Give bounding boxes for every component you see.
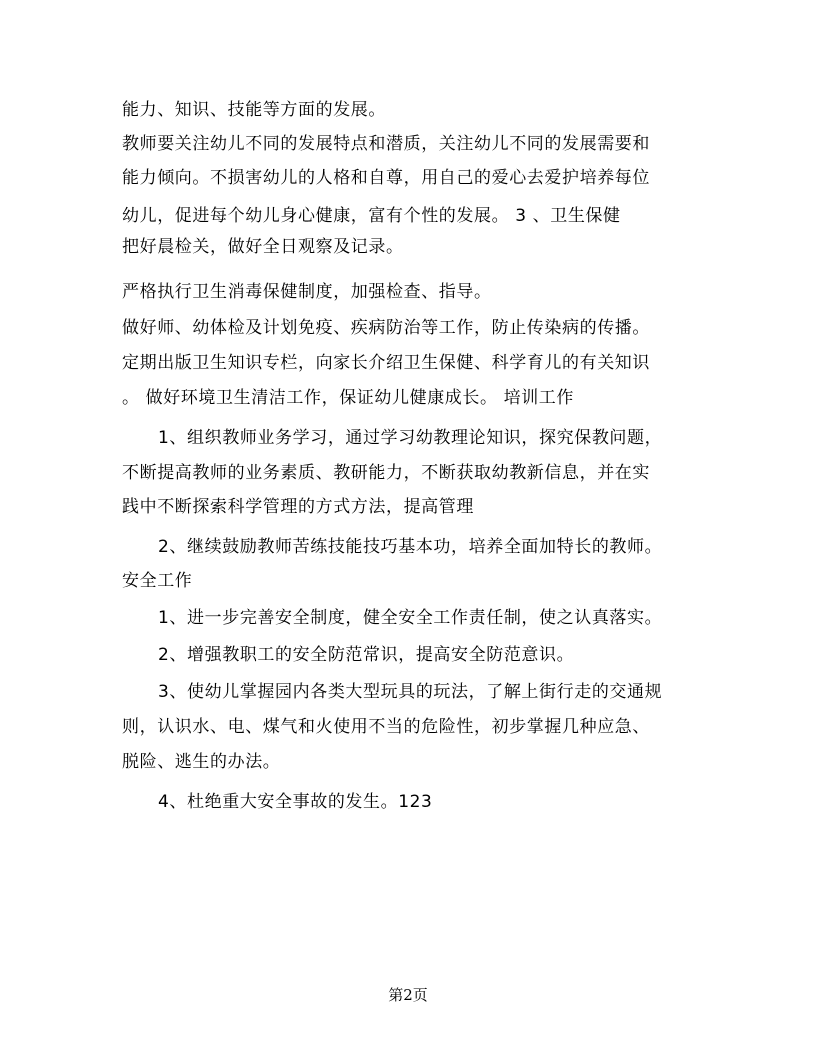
text-line: 能力倾向。不损害幼儿的人格和自尊，用自己的爱心去爱护培养每位	[122, 168, 650, 188]
text-line: 定期出版卫生知识专栏，向家长介绍卫生保健、科学育儿的有关知识	[122, 353, 650, 373]
text-line: 脱险、逃生的办法。	[122, 752, 281, 772]
text-line: 1、组织教师业务学习，通过学习幼教理论知识，探究保教问题，	[158, 428, 663, 448]
text-line: 做好师、幼体检及计划免疫、疾病防治等工作，防止传染病的传播。	[122, 318, 650, 338]
text-line: 幼儿，促进每个幼儿身心健康，富有个性的发展。 3 、卫生保健	[122, 206, 621, 226]
text-line: 教师要关注幼儿不同的发展特点和潜质，关注幼儿不同的发展需要和	[122, 134, 650, 154]
text-line: 把好晨检关，做好全日观察及记录。	[122, 237, 404, 257]
text-line: 1、进一步完善安全制度，健全安全工作责任制，使之认真落实。	[158, 608, 663, 628]
text-line: 不断提高教师的业务素质、教研能力，不断获取幼教新信息，并在实	[122, 463, 650, 483]
text-line: 能力、知识、技能等方面的发展。	[122, 100, 386, 120]
text-line: 2、增强教职工的安全防范常识，提高安全防范意识。	[158, 645, 575, 665]
text-line: 2、继续鼓励教师苦练技能技巧基本功，培养全面加特长的教师。	[158, 537, 663, 557]
text-line: 安全工作	[122, 571, 193, 591]
text-line: 。 做好环境卫生清洁工作，保证幼儿健康成长。 培训工作	[122, 388, 575, 408]
text-line: 践中不断探索科学管理的方式方法，提高管理	[122, 497, 474, 517]
text-line: 4、杜绝重大安全事故的发生。123	[158, 792, 433, 812]
text-line: 3、使幼儿掌握园内各类大型玩具的玩法，了解上街行走的交通规	[158, 682, 663, 702]
text-line: 则，认识水、电、煤气和火使用不当的危险性，初步掌握几种应急、	[122, 717, 650, 737]
text-line: 严格执行卫生消毒保健制度，加强检查、指导。	[122, 282, 492, 302]
page-number: 第2页	[388, 986, 428, 1004]
